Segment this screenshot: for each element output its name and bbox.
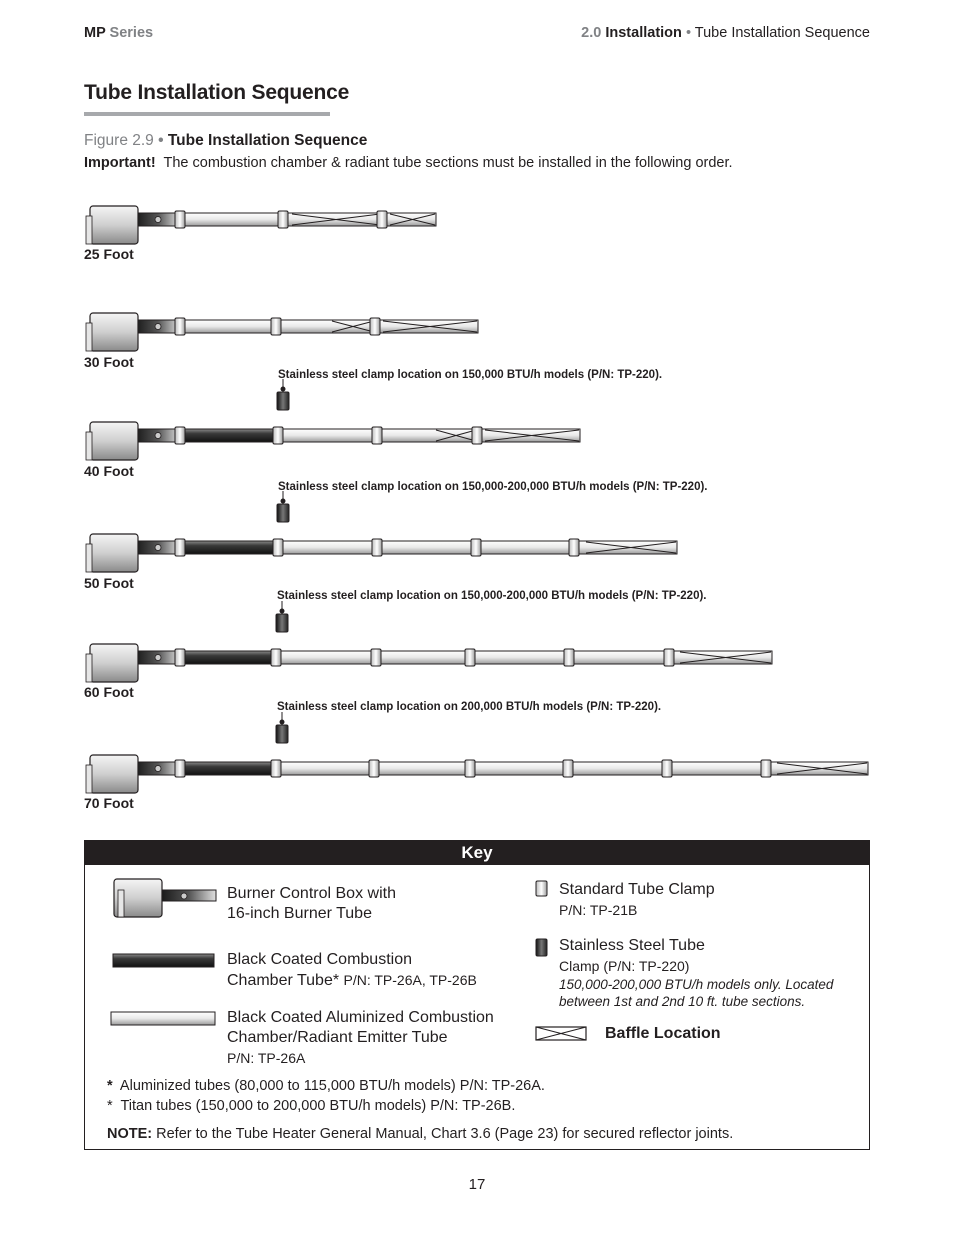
standard-clamp-icon — [175, 649, 185, 666]
clamp-note-70: Stainless steel clamp location on 200,000 BTU/h models (P/N: TP-220). — [277, 701, 662, 713]
tube-row — [86, 601, 772, 682]
standard-clamp-icon — [377, 211, 387, 228]
key-std-clamp-label: Standard Tube Clamp P/N: TP-21B — [559, 881, 715, 918]
important-note: Important! The combustion chamber & radiant tube sections must be installed in the following order. — [84, 155, 733, 171]
standard-clamp-icon — [465, 760, 475, 777]
standard-clamp-icon — [175, 211, 185, 228]
burner-fitting-icon — [155, 217, 161, 223]
standard-clamp-icon — [369, 760, 379, 777]
key-alum-tube-icon — [111, 1012, 215, 1025]
ss-clamp-pointer-dot — [281, 499, 286, 504]
stainless-clamp-icon — [276, 614, 288, 632]
standard-clamp-icon — [175, 760, 185, 777]
tube-row — [86, 206, 436, 244]
figure-caption: Figure 2.9 • Tube Installation Sequence — [84, 132, 368, 149]
standard-clamp-icon — [271, 760, 281, 777]
burner-fitting-icon — [155, 766, 161, 772]
control-box-flange — [86, 544, 92, 572]
control-box-flange — [86, 323, 92, 351]
key-burner-label: Burner Control Box with 16-inch Burner Tube — [227, 885, 396, 922]
control-box-flange — [86, 765, 92, 793]
standard-clamp-icon — [472, 427, 482, 444]
standard-clamp-icon — [271, 318, 281, 335]
page-number: 17 — [468, 1176, 486, 1193]
length-label-60: 60 Foot — [84, 684, 134, 700]
burner-control-box — [90, 206, 138, 244]
page-title: Tube Installation Sequence — [84, 81, 350, 104]
footnote-note: NOTE: Refer to the Tube Heater General Manual, Chart 3.6 (Page 23) for secured reflector joints. — [107, 1126, 734, 1142]
control-box-flange — [86, 432, 92, 460]
length-label-40: 40 Foot — [84, 463, 134, 479]
standard-clamp-icon — [175, 539, 185, 556]
burner-control-box — [90, 534, 138, 572]
standard-clamp-icon — [662, 760, 672, 777]
footnote-titan: * Titan tubes (150,000 to 200,000 BTU/h models) P/N: TP-26B. — [107, 1098, 516, 1114]
control-box-flange — [86, 654, 92, 682]
standard-clamp-icon — [278, 211, 288, 228]
length-label-70: 70 Foot — [84, 795, 134, 811]
length-label-30: 30 Foot — [84, 354, 134, 370]
standard-clamp-icon — [564, 649, 574, 666]
stainless-clamp-icon — [277, 504, 289, 522]
key-ss-clamp-icon — [536, 939, 547, 956]
standard-clamp-icon — [371, 649, 381, 666]
standard-clamp-icon — [563, 760, 573, 777]
standard-clamp-icon — [664, 649, 674, 666]
tube-row — [86, 313, 478, 351]
ss-clamp-pointer-dot — [280, 720, 285, 725]
burner-fitting-icon — [155, 545, 161, 551]
burner-fitting-icon — [155, 655, 161, 661]
tube-row — [86, 712, 868, 793]
key-black-tube-label: Black Coated Combustion Chamber Tube* P/N: TP-26A, TP-26B — [227, 951, 477, 989]
aluminized-tube — [180, 213, 436, 226]
clamp-note-50: Stainless steel clamp location on 150,000-200,000 BTU/h models (P/N: TP-220). — [278, 481, 708, 493]
key-alum-tube-label: Black Coated Aluminized Combustion Chamber/Radiant Emitter Tube P/N: TP-26A — [227, 1009, 494, 1066]
standard-clamp-icon — [370, 318, 380, 335]
footnote-aluminized: * Aluminized tubes (80,000 to 115,000 BTU/h models) P/N: TP-26A. — [107, 1078, 545, 1094]
key-burner-icon — [114, 879, 216, 917]
burner-control-box — [90, 644, 138, 682]
standard-clamp-icon — [761, 760, 771, 777]
length-label-50: 50 Foot — [84, 575, 134, 591]
standard-clamp-icon — [569, 539, 579, 556]
length-label-25: 25 Foot — [84, 246, 134, 262]
clamp-note-40: Stainless steel clamp location on 150,000 BTU/h models (P/N: TP-220). — [278, 369, 663, 381]
standard-clamp-icon — [465, 649, 475, 666]
standard-clamp-icon — [372, 539, 382, 556]
ss-clamp-pointer-dot — [280, 609, 285, 614]
key-std-clamp-icon — [536, 881, 547, 896]
key-heading: Key — [85, 841, 869, 865]
standard-clamp-icon — [372, 427, 382, 444]
key-ss-clamp-label: Stainless Steel Tube Clamp (P/N: TP-220) 150,000-200,000 BTU/h models only. Located between 1st and 2nd 10 ft. tube sections. — [559, 937, 834, 1009]
stainless-clamp-icon — [277, 392, 289, 410]
ss-clamp-pointer-dot — [281, 387, 286, 392]
burner-control-box — [90, 755, 138, 793]
burner-fitting-icon — [155, 324, 161, 330]
key-black-tube-icon — [113, 954, 214, 967]
burner-control-box — [90, 422, 138, 460]
tube-row — [86, 379, 580, 460]
section-breadcrumb: 2.0 Installation • Tube Installation Sequence — [581, 25, 870, 41]
key-baffle-icon — [536, 1027, 586, 1040]
standard-clamp-icon — [273, 539, 283, 556]
standard-clamp-icon — [273, 427, 283, 444]
burner-fitting-icon — [155, 433, 161, 439]
standard-clamp-icon — [271, 649, 281, 666]
key-baffle-label: Baffle Location — [605, 1025, 721, 1042]
standard-clamp-icon — [175, 427, 185, 444]
standard-clamp-icon — [175, 318, 185, 335]
standard-clamp-icon — [471, 539, 481, 556]
control-box-flange — [86, 216, 92, 244]
series-label: MP Series — [84, 25, 154, 41]
burner-control-box — [90, 313, 138, 351]
clamp-note-60: Stainless steel clamp location on 150,000-200,000 BTU/h models (P/N: TP-220). — [277, 590, 707, 602]
stainless-clamp-icon — [276, 725, 288, 743]
tube-row — [86, 491, 677, 572]
